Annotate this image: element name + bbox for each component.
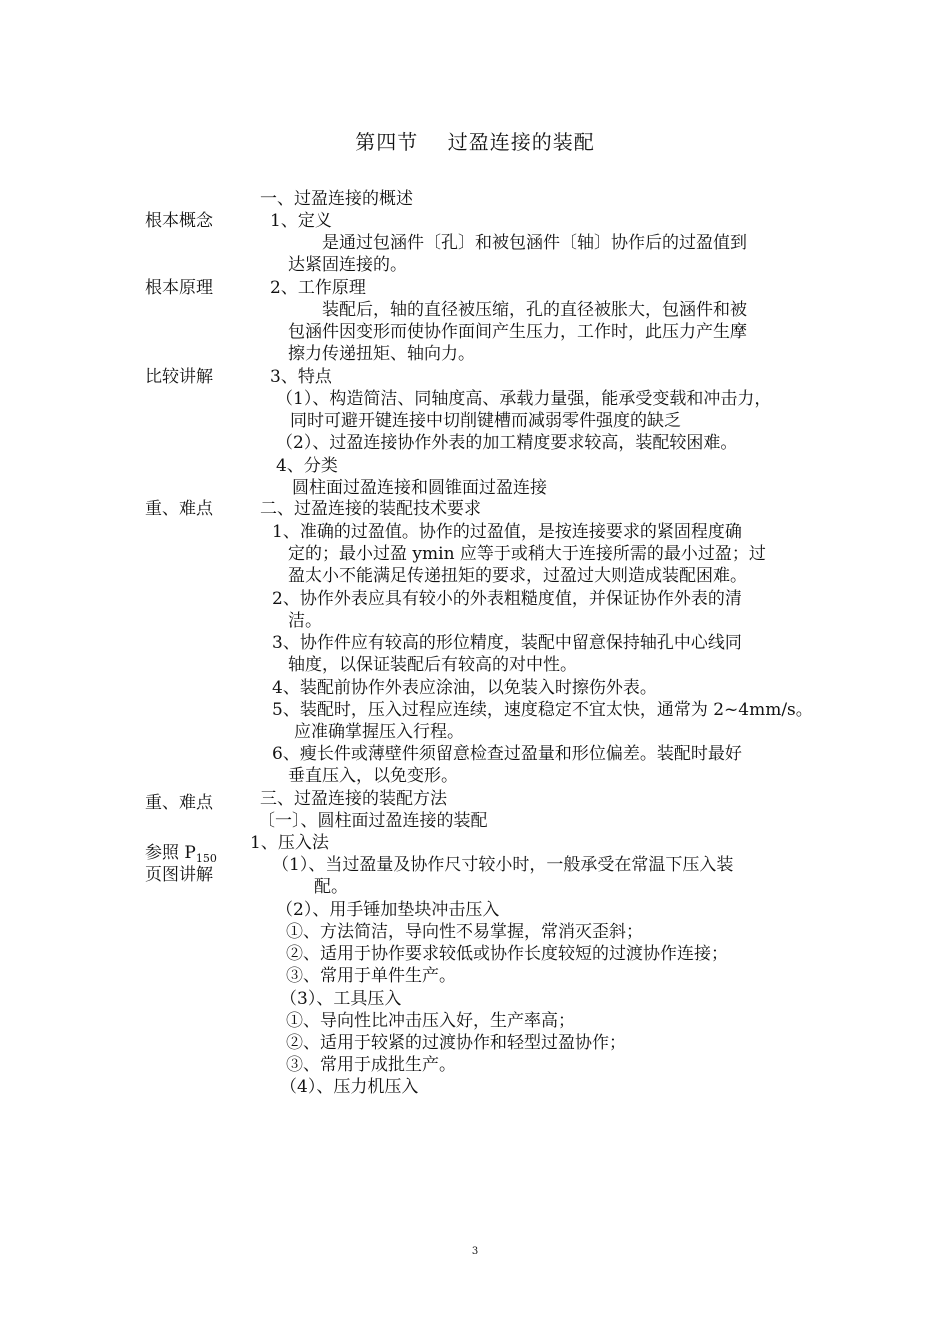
- margin-note-basic-principle: 根本原理: [145, 278, 213, 298]
- list-item: （2）、过盈连接协作外表的加工精度要求较高，装配较困难。: [276, 433, 738, 453]
- page-title: 第四节 过盈连接的装配: [355, 130, 595, 154]
- paragraph-line: 装配后，轴的直径被压缩，孔的直径被胀大，包涵件和被: [322, 300, 747, 320]
- paragraph-line: 擦力传递扭矩、轴向力。: [288, 344, 475, 364]
- list-item: 6、瘦长件或薄壁件须留意检查过盈量和形位偏差。装配时最好: [272, 744, 742, 764]
- margin-note-key-point-2: 重、难点: [145, 793, 213, 813]
- page-number: 3: [471, 1246, 479, 1257]
- subheading-classification: 4、分类: [276, 456, 338, 476]
- reference-text: 参照 P: [145, 843, 196, 863]
- list-sub-item: ①、方法简洁，导向性不易掌握，常消灭歪斜；: [286, 922, 643, 942]
- list-item: （2）、用手锤加垫块冲击压入: [276, 900, 500, 920]
- list-item: 5、装配时，压入过程应连续，速度稳定不宜太快，通常为 2~4mm/s。: [272, 700, 813, 720]
- subsection-heading-cylindrical: 〔一〕、圆柱面过盈连接的装配: [258, 811, 488, 831]
- list-item: （1）、当过盈量及协作尺寸较小时，一般承受在常温下压入装: [272, 855, 734, 875]
- list-item-continuation: 定的；最小过盈 ymin 应等于或稍大于连接所需的最小过盈；过: [288, 544, 766, 564]
- list-item-continuation: 盈太小不能满足传递扭矩的要求，过盈过大则造成装配困难。: [288, 566, 747, 586]
- list-item-continuation: 垂直压入，以免变形。: [288, 766, 458, 786]
- margin-note-comparison: 比较讲解: [145, 367, 213, 387]
- list-item-continuation: 轴度，以保证装配后有较高的对中性。: [288, 655, 577, 675]
- list-item: 3、协作件应有较高的形位精度，装配中留意保持轴孔中心线同: [272, 633, 742, 653]
- paragraph-line: 达紧固连接的。: [288, 255, 407, 275]
- list-sub-item: ③、常用于成批生产。: [286, 1055, 456, 1075]
- margin-note-key-point-1: 重、难点: [145, 499, 213, 519]
- subheading-definition: 1、定义: [270, 211, 332, 231]
- list-item-continuation: 同时可避开键连接中切削键槽而减弱零件强度的缺乏: [290, 411, 681, 431]
- margin-note-basic-concept: 根本概念: [145, 211, 213, 231]
- paragraph-line: 包涵件因变形而使协作面间产生压力，工作时，此压力产生摩: [288, 322, 747, 342]
- section-heading-methods: 三、过盈连接的装配方法: [260, 789, 447, 809]
- section-heading-overview: 一、过盈连接的概述: [260, 189, 413, 209]
- list-item: （3）、工具压入: [280, 989, 402, 1009]
- list-item: 1、准确的过盈值。协作的过盈值，是按连接要求的紧固程度确: [272, 522, 742, 542]
- list-sub-item: ②、适用于较紧的过渡协作和轻型过盈协作；: [286, 1033, 626, 1053]
- list-sub-item: ③、常用于单件生产。: [286, 966, 456, 986]
- reference-page-subscript: 150: [195, 852, 217, 865]
- subheading-features: 3、特点: [270, 367, 332, 387]
- list-item-continuation: 洁。: [288, 611, 322, 631]
- section-heading-requirements: 二、过盈连接的装配技术要求: [260, 499, 481, 519]
- subheading-principle: 2、工作原理: [270, 278, 366, 298]
- list-sub-item: ②、适用于协作要求较低或协作长度较短的过渡协作连接；: [286, 944, 728, 964]
- paragraph-line: 圆柱面过盈连接和圆锥面过盈连接: [292, 478, 547, 498]
- list-item: 4、装配前协作外表应涂油，以免装入时擦伤外表。: [272, 678, 657, 698]
- list-item: （4）、压力机压入: [280, 1077, 419, 1097]
- list-sub-item: ①、导向性比冲击压入好，生产率高；: [286, 1011, 575, 1031]
- paragraph-line: 是通过包涵件〔孔〕和被包涵件〔轴〕协作后的过盈值到: [322, 233, 747, 253]
- margin-note-reference: [145, 842, 217, 864]
- margin-note-reference-line2: 页图讲解: [145, 865, 213, 885]
- list-item: 2、协作外表应具有较小的外表粗糙度值，并保证协作外表的清: [272, 589, 742, 609]
- subheading-press-method: 1、压入法: [250, 833, 329, 853]
- list-item-continuation: 应准确掌握压入行程。: [294, 722, 464, 742]
- list-item: （1）、构造简洁、同轴度高、承载力量强，能承受变载和冲击力，: [276, 389, 772, 409]
- list-item-continuation: 配。: [314, 877, 348, 897]
